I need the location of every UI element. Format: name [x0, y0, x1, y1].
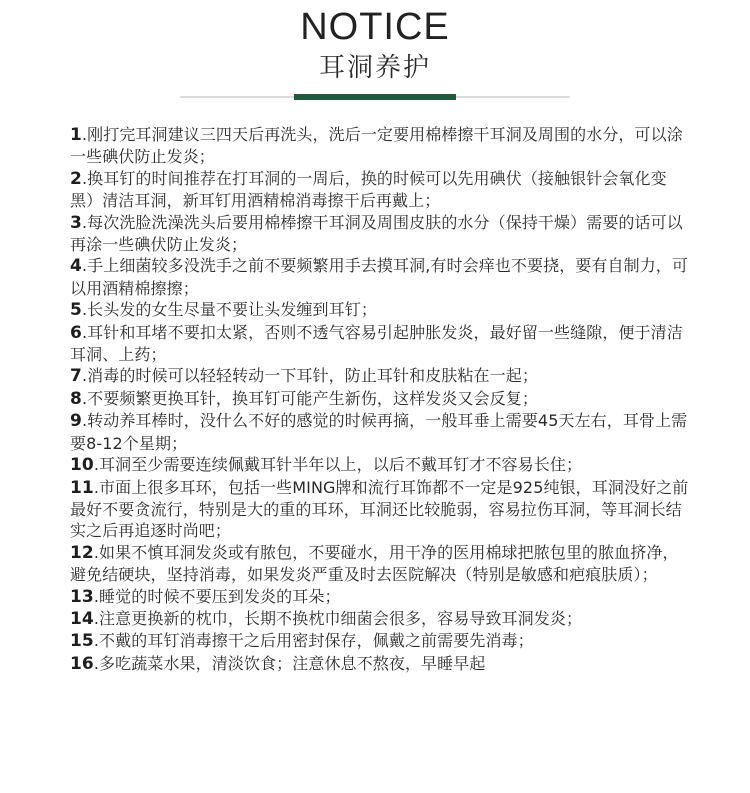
care-note-16 — [70, 653, 690, 675]
care-note-9 — [70, 410, 690, 454]
note-number: 8 — [70, 388, 82, 409]
note-number: 16 — [70, 653, 94, 674]
care-note-12 — [70, 542, 690, 586]
note-text: .换耳钉的时间推荐在打耳洞的一周后，换的时候可以先用碘伏（接触银针会氧化变黑）清洁耳洞，新耳钉用酒精棉消毒擦干后再戴上； — [70, 168, 667, 211]
care-note-8 — [70, 388, 690, 410]
care-note-3 — [70, 212, 690, 256]
care-note-14 — [70, 608, 690, 630]
note-text: .市面上很多耳环，包括一些MING牌和流行耳饰都不一定是925纯银，耳洞没好之前最好不要贪流行，特别是大的重的耳环，耳洞还比较脆弱，容易拉伤耳洞，等耳洞长结实之后再追逐时尚吧； — [70, 477, 689, 541]
title-divider-accent — [294, 94, 456, 100]
note-number: 6 — [70, 322, 82, 343]
note-text: .耳洞至少需要连续佩戴耳针半年以上，以后不戴耳钉才不容易长住； — [93, 455, 583, 475]
note-number: 7 — [70, 366, 82, 387]
note-number: 15 — [70, 631, 94, 652]
care-note-4 — [70, 255, 690, 299]
note-number: 4 — [70, 256, 82, 277]
care-note-13 — [70, 586, 690, 608]
note-text: .耳针和耳堵不要扣太紧，否则不透气容易引起肿胀发炎，最好留一些缝隙，便于清洁耳洞、上药； — [70, 322, 683, 365]
care-note-11 — [70, 477, 690, 542]
note-number: 9 — [70, 411, 82, 432]
note-text: .不戴的耳钉消毒擦干之后用密封保存，佩戴之前需要先消毒； — [93, 631, 534, 651]
note-text: .消毒的时候可以轻轻转动一下耳针，防止耳针和皮肤粘在一起； — [81, 366, 538, 386]
note-text: .转动养耳棒时，没什么不好的感觉的时候再摘，一般耳垂上需要45天左右，耳骨上需要8-12个星期； — [70, 411, 688, 453]
note-number: 14 — [70, 608, 94, 629]
note-text: .每次洗脸洗澡洗头后要用棉棒擦干耳洞及周围皮肤的水分（保持干燥）需要的话可以再涂一些碘伏防止发炎； — [70, 212, 683, 255]
care-note-7 — [70, 365, 690, 387]
note-number: 13 — [70, 586, 94, 607]
note-number: 12 — [70, 542, 94, 563]
note-number: 2 — [70, 168, 82, 189]
note-text: .睡觉的时候不要压到发炎的耳朵； — [93, 586, 341, 606]
page-subtitle: 耳洞养护 — [318, 53, 431, 83]
care-note-10 — [70, 454, 690, 476]
care-note-1 — [70, 124, 690, 168]
care-note-6 — [70, 322, 690, 366]
care-note-15 — [70, 630, 690, 652]
note-number: 10 — [70, 455, 94, 476]
note-text: .刚打完耳洞建议三四天后再洗头，洗后一定要用棉棒擦干耳洞及周围的水分，可以涂一些碘伏防止发炎； — [70, 125, 683, 167]
note-text: .如果不慎耳洞发炎或有脓包，不要碰水，用干净的医用棉球把脓包里的脓血挤净，避免结硬块，坚持消毒，如果发炎严重及时去医院解决（特别是敏感和疤痕肤质）； — [70, 542, 679, 585]
note-text: .注意更换新的枕巾，长期不换枕巾细菌会很多，容易导致耳洞发炎； — [93, 608, 583, 628]
care-note-5 — [70, 299, 690, 321]
note-number: 1 — [70, 125, 82, 145]
page-title: NOTICE — [300, 6, 450, 48]
note-text: .多吃蔬菜水果，清淡饮食；注意休息不熬夜，早睡早起 — [93, 653, 486, 673]
note-text: .手上细菌较多没洗手之前不要频繁用手去摸耳洞,有时会痒也不要挠，要有自制力，可以用酒精棉擦擦； — [70, 256, 689, 298]
care-note-2 — [70, 168, 690, 212]
note-number: 5 — [70, 300, 82, 321]
note-text: .长头发的女生尽量不要让头发缠到耳钉； — [81, 300, 377, 320]
care-notes-list — [70, 124, 690, 675]
note-number: 3 — [70, 212, 82, 233]
note-number: 11 — [70, 477, 94, 498]
note-text: .不要频繁更换耳针，换耳钉可能产生新伤，这样发炎又会反复； — [81, 388, 538, 408]
